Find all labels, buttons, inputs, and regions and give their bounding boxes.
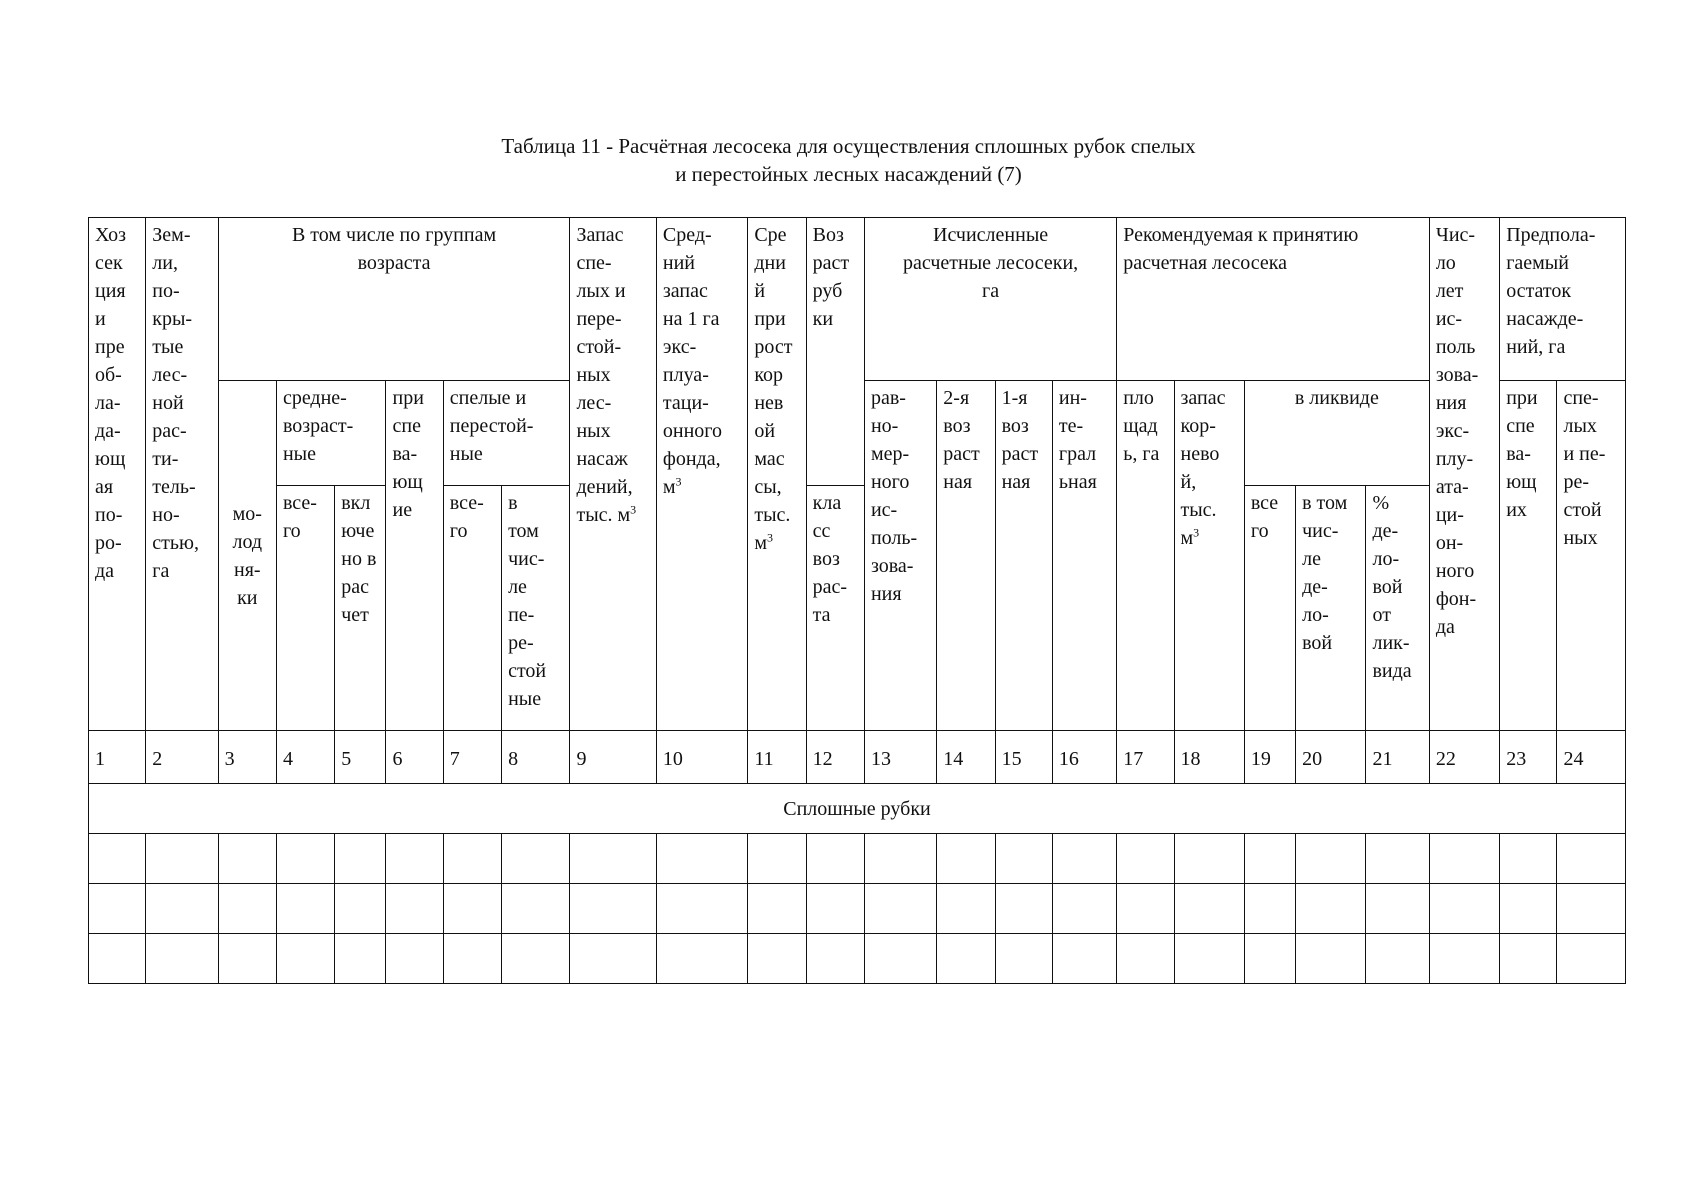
table-cell [386, 934, 443, 984]
table-cell [656, 934, 747, 984]
table-cell [443, 934, 501, 984]
col-number: 21 [1366, 731, 1429, 784]
table-cell [1557, 884, 1626, 934]
table-cell [656, 884, 747, 934]
header-area: пло щад ь, га [1117, 381, 1174, 731]
col-number: 10 [656, 731, 747, 784]
table-row [89, 834, 1626, 884]
header-first-age: 1-я воз раст ная [995, 381, 1052, 731]
header-liquid: в ликвиде [1244, 381, 1429, 486]
table-cell [1174, 834, 1244, 884]
table-cell [1500, 834, 1557, 884]
table-cell [218, 934, 276, 984]
col-number: 3 [218, 731, 276, 784]
header-liquid-business: в том чис- ле де- ло- вой [1296, 486, 1366, 731]
col-number: 12 [806, 731, 864, 784]
header-liquid-total: все го [1244, 486, 1295, 731]
table-row [89, 884, 1626, 934]
table-cell [748, 834, 806, 884]
col-number: 4 [276, 731, 334, 784]
header-age-class: кла сс воз рас- та [806, 486, 864, 731]
col-number: 16 [1052, 731, 1116, 784]
table-cell [656, 834, 747, 884]
col-number: 24 [1557, 731, 1626, 784]
header-ripe-overmature: в том чис- ле пе- ре- стой ные [502, 486, 570, 731]
header-farm-section: Хоз сек ция и пре об- ла- да- ющ ая по- ро- да [89, 218, 146, 731]
table-cell [1557, 934, 1626, 984]
table-cell [1244, 934, 1295, 984]
table-cell [1296, 934, 1366, 984]
col-number: 1 [89, 731, 146, 784]
header-cutting-age: Воз раст руб ки [806, 218, 864, 486]
table-cell [1429, 884, 1499, 934]
col-number: 9 [570, 731, 656, 784]
table-cell [806, 884, 864, 934]
table-cell [1500, 884, 1557, 934]
header-forest-land: Зем- ли, по- кры- тые лес- ной рас- ти- тель- но- стью, га [146, 218, 218, 731]
table-cell [1366, 834, 1429, 884]
table-cell [937, 834, 995, 884]
col-number: 7 [443, 731, 501, 784]
col-number: 17 [1117, 731, 1174, 784]
table-cell [335, 884, 386, 934]
table-cell [1296, 884, 1366, 934]
header-ripe-total: все- го [443, 486, 501, 731]
table-cell [864, 884, 936, 934]
table-cell [748, 884, 806, 934]
table-cell [806, 834, 864, 884]
header-age-groups: В том числе по группам возраста [218, 218, 570, 381]
col-number: 5 [335, 731, 386, 784]
header-remaining-ripe: спе- лых и пе- ре- стой ных [1557, 381, 1626, 731]
table-cell [276, 934, 334, 984]
table-cell [1429, 934, 1499, 984]
table-cell [1557, 834, 1626, 884]
table-cell [1117, 934, 1174, 984]
column-numbers-row [89, 731, 1626, 784]
col-number: 11 [748, 731, 806, 784]
header-years-of-use: Чис- ло лет ис- поль зова- ния экс- плу- ата- ци- он- ного фон- да [1429, 218, 1499, 731]
header-integral: ин- те- грал ьная [1052, 381, 1116, 731]
table-cell [1117, 834, 1174, 884]
table-cell [1117, 884, 1174, 934]
col-number: 18 [1174, 731, 1244, 784]
table-cell [1296, 834, 1366, 884]
table-cell [146, 934, 218, 984]
table-cell [443, 884, 501, 934]
table-cell [1052, 934, 1116, 984]
header-avg-growth: Сре дни й при рост кор нев ой мас сы, тыс. $м^3$ [748, 218, 806, 731]
table-cell [1500, 934, 1557, 984]
table-cell [502, 884, 570, 934]
header-uniform-use: рав- но- мер- ного ис- поль- зова- ния [864, 381, 936, 731]
col-number: 6 [386, 731, 443, 784]
header-young: мо- лод ня- ки [218, 381, 276, 731]
col-number: 19 [1244, 731, 1295, 784]
section-title-clear-cuts: Сплошные рубки [89, 784, 1626, 834]
table-row [89, 934, 1626, 984]
header-row-3 [89, 486, 1626, 731]
lesoseka-table [88, 217, 1626, 984]
table-cell [1174, 934, 1244, 984]
table-cell [570, 934, 656, 984]
table-cell [864, 834, 936, 884]
table-cell [806, 934, 864, 984]
table-cell [995, 834, 1052, 884]
table-cell [89, 934, 146, 984]
table-cell [1244, 884, 1295, 934]
header-calculated-cuts: Исчисленные расчетные лесосеки, га [864, 218, 1116, 381]
table-cell [1366, 884, 1429, 934]
table-cell [335, 834, 386, 884]
header-ripe-overripe: спелые и перестой- ные [443, 381, 570, 486]
col-number: 8 [502, 731, 570, 784]
table-cell [335, 934, 386, 984]
table-cell [1052, 834, 1116, 884]
table-cell [937, 934, 995, 984]
col-number: 20 [1296, 731, 1366, 784]
table-cell [443, 834, 501, 884]
section-row [89, 784, 1626, 834]
header-recommended-cut: Рекомендуемая к принятию расчетная лесосека [1117, 218, 1430, 381]
table-cell [748, 934, 806, 984]
col-number: 13 [864, 731, 936, 784]
header-avg-stock: Сред- ний запас на 1 га экс- плуа- таци- онного фонда, $м^3$ [656, 218, 747, 731]
table-cell [502, 934, 570, 984]
table-cell [937, 884, 995, 934]
table-cell [570, 884, 656, 934]
caption-line-1: Таблица 11 - Расчётная лесосека для осуществления сплошных рубок спелых [501, 134, 1196, 158]
header-mid-included: вкл юче но в рас чет [335, 486, 386, 731]
table-cell [386, 834, 443, 884]
col-number: 2 [146, 731, 218, 784]
table-caption [0, 132, 1697, 188]
table-cell [995, 884, 1052, 934]
table-cell [276, 884, 334, 934]
header-mid-total: все- го [276, 486, 334, 731]
table-cell [864, 934, 936, 984]
table-cell [1244, 834, 1295, 884]
table-cell [1429, 834, 1499, 884]
header-second-age: 2-я воз раст ная [937, 381, 995, 731]
header-maturing: при спе ва- ющ ие [386, 381, 443, 731]
table-cell [570, 834, 656, 884]
table-cell [386, 884, 443, 934]
caption-line-2: и перестойных лесных насаждений (7) [675, 162, 1022, 186]
header-business-percent: % де- ло- вой от лик- вида [1366, 486, 1429, 731]
table-cell [276, 834, 334, 884]
table-cell [89, 834, 146, 884]
header-row-1 [89, 218, 1626, 381]
header-remaining-maturing: при спе ва- ющ их [1500, 381, 1557, 731]
header-ripe-stock: Запас спе- лых и пере- стой- ных лес- ных насаж дений, тыс. $м^3$ [570, 218, 656, 731]
col-number: 14 [937, 731, 995, 784]
header-remaining-stands: Предпола- гаемый остаток насажде- ний, га [1500, 218, 1626, 381]
col-number: 23 [1500, 731, 1557, 784]
table-cell [218, 834, 276, 884]
header-middle-aged: средне- возраст- ные [276, 381, 386, 486]
table-cell [218, 884, 276, 934]
table-cell [995, 934, 1052, 984]
table-cell [146, 884, 218, 934]
table-cell [1366, 934, 1429, 984]
table-cell [502, 834, 570, 884]
table-cell [89, 884, 146, 934]
header-root-stock: запас кор- нево й, тыс. $м^3$ [1174, 381, 1244, 731]
table-cell [1174, 884, 1244, 934]
col-number: 15 [995, 731, 1052, 784]
table-cell [146, 834, 218, 884]
col-number: 22 [1429, 731, 1499, 784]
table-cell [1052, 884, 1116, 934]
